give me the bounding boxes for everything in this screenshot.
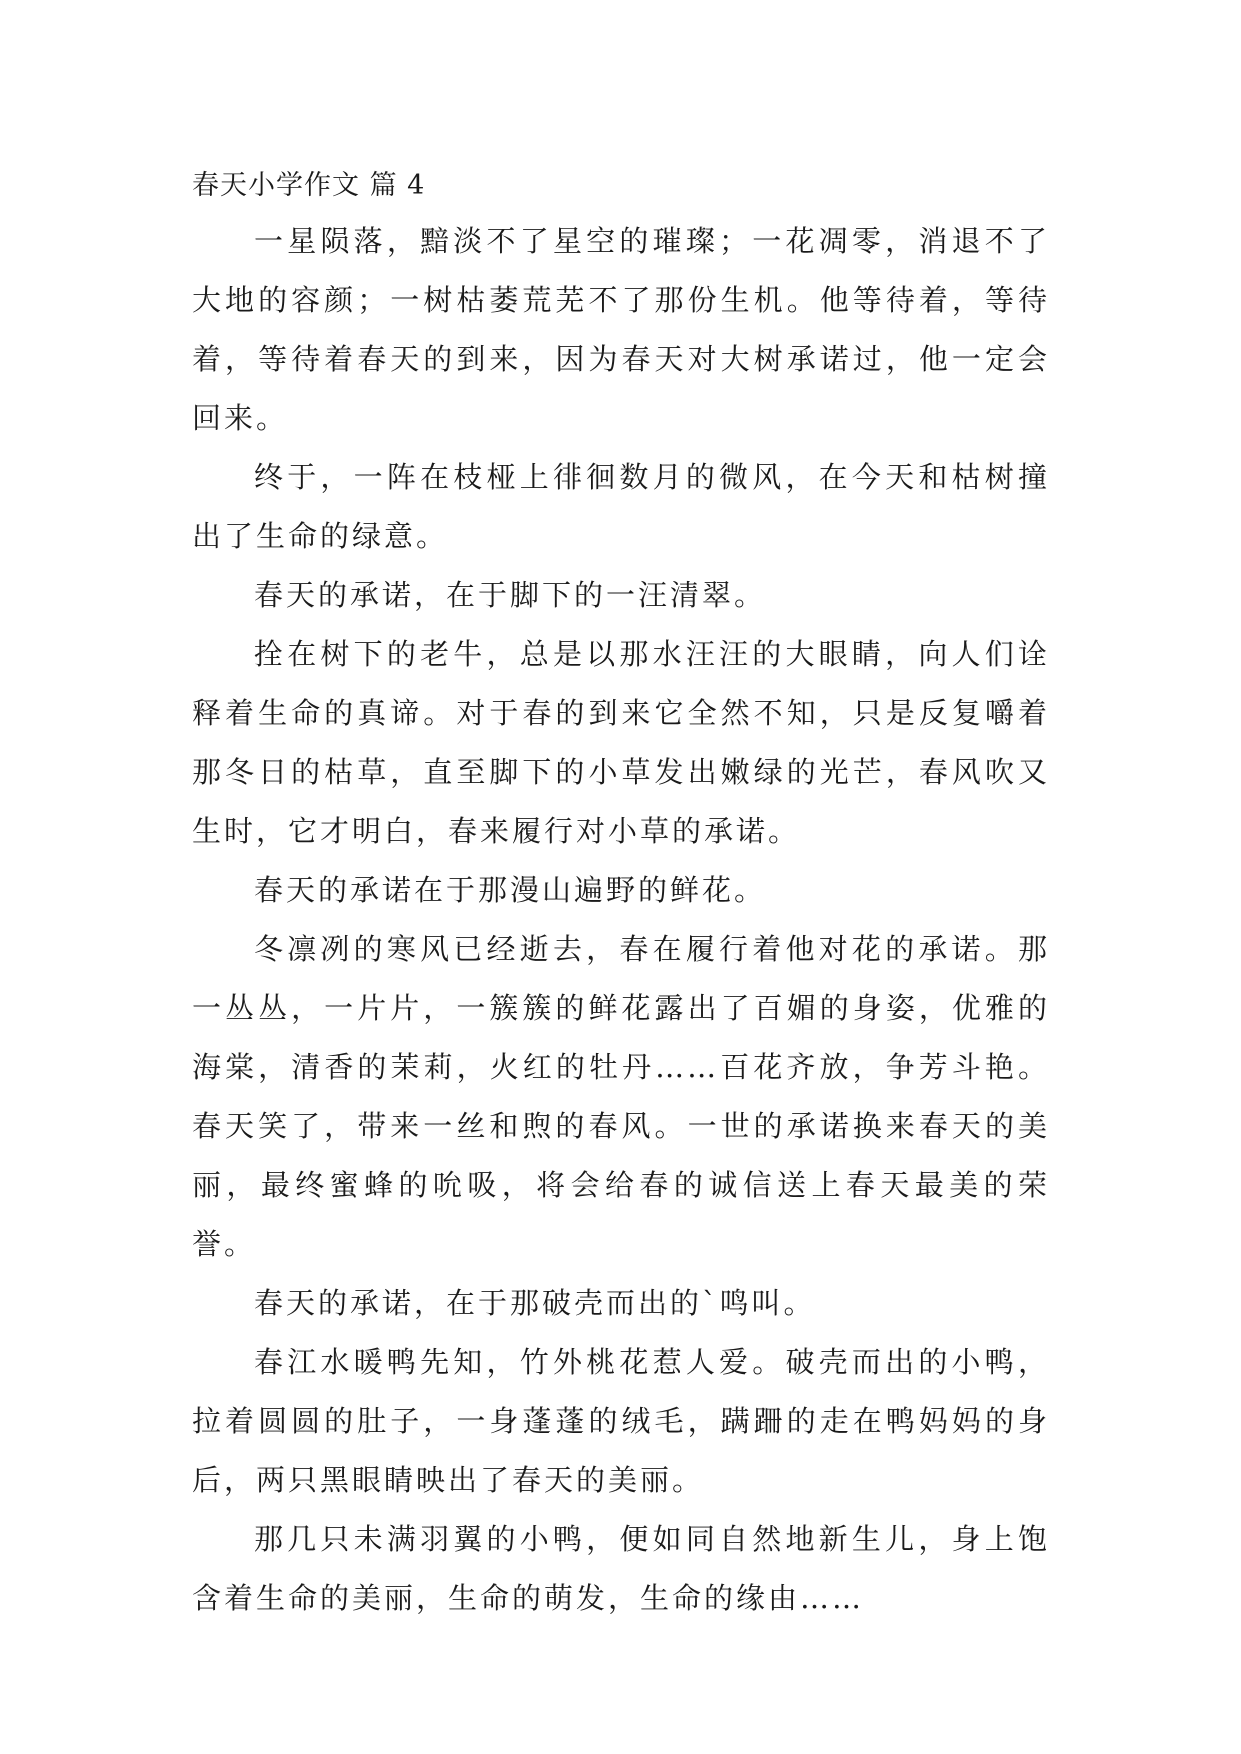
paragraph: 春天的承诺在于那漫山遍野的鲜花。 <box>254 873 767 907</box>
document-title: 春天小学作文 篇 4 <box>192 170 426 201</box>
document-body <box>192 212 1050 1628</box>
paragraph: 春天的承诺，在于脚下的一汪清翠。 <box>254 578 767 612</box>
paragraph: 拴在树下的老牛，总是以那水汪汪的大眼睛，向人们诠释着生命的真谛。对于春的到来它全然不知，只是反复嚼着那冬日的枯草，直至脚下的小草发出嫩绿的光芒，春风吹又生时，它才明白，春来履行对小草的承诺。 <box>192 637 1050 848</box>
paragraph: 那几只未满羽翼的小鸭，便如同自然地新生儿，身上饱含着生命的美丽，生命的萌发，生命的缘由…… <box>192 1522 1050 1615</box>
paragraph: 冬凛冽的寒风已经逝去，春在履行着他对花的承诺。那一丛丛，一片片，一簇簇的鲜花露出了百媚的身姿，优雅的海棠，清香的茉莉，火红的牡丹……百花齐放，争芳斗艳。春天笑了，带来一丝和煦的春风。一世的承诺换来春天的美丽，最终蜜蜂的吮吸，将会给春的诚信送上春天最美的荣誉。 <box>192 932 1050 1261</box>
paragraph: 终于，一阵在枝桠上徘徊数月的微风，在今天和枯树撞出了生命的绿意。 <box>192 460 1050 553</box>
paragraph: 春江水暖鸭先知，竹外桃花惹人爱。破壳而出的小鸭，拉着圆圆的肚子，一身蓬蓬的绒毛，蹒跚的走在鸭妈妈的身后，两只黑眼睛映出了春天的美丽。 <box>192 1345 1050 1497</box>
paragraph: 一星陨落，黯淡不了星空的璀璨；一花凋零，消退不了大地的容颜；一树枯萎荒芜不了那份生机。他等待着，等待着，等待着春天的到来，因为春天对大树承诺过，他一定会回来。 <box>192 224 1050 435</box>
paragraph: 春天的承诺，在于那破壳而出的`鸣叫。 <box>254 1286 816 1320</box>
